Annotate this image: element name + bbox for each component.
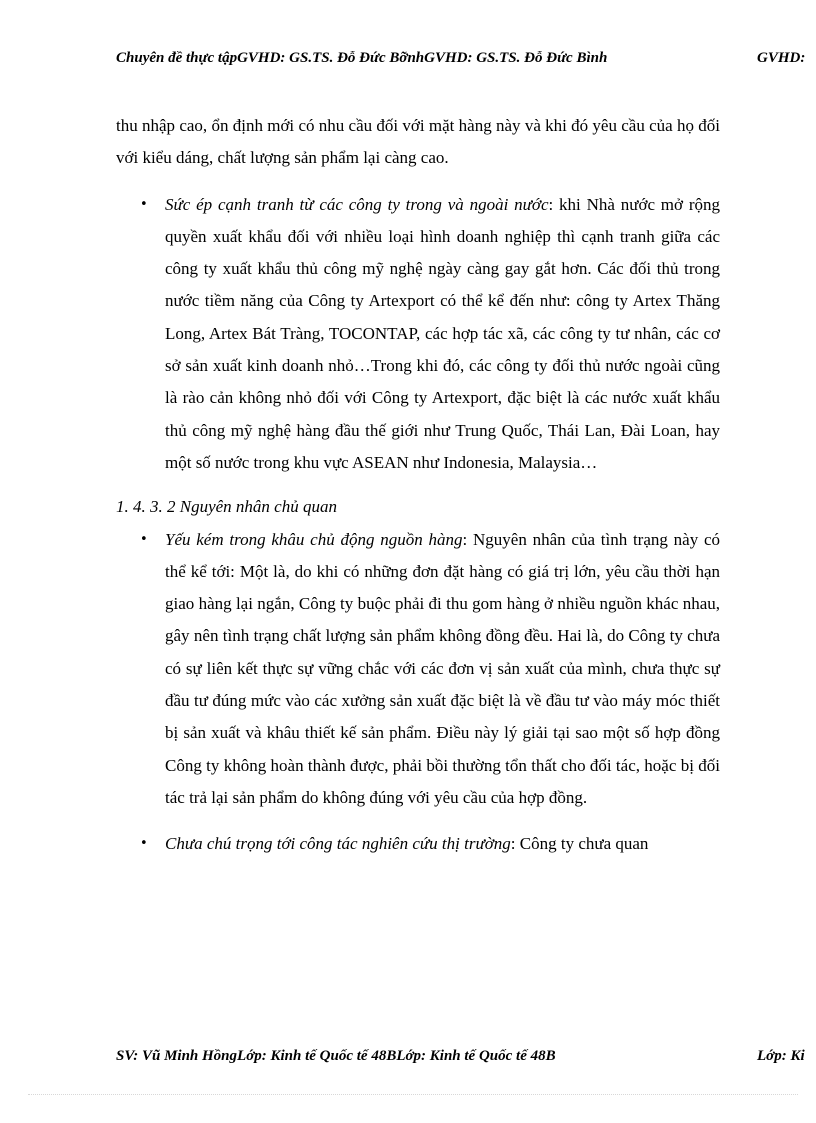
document-body (116, 110, 720, 861)
page-footer (116, 1048, 816, 1065)
bullet-competition-text: : khi Nhà nước mở rộng quyền xuất khẩu đối với nhiều loại hình doanh nghiệp thì cạnh tranh giữa các công ty xuất khẩu thủ công mỹ nghệ ngày càng gay gắt hơn. Các đối thủ trong nước tiềm năng của Công ty Artexport có thể kể đến như: công ty Artex Thăng Long, Artex Bát Tràng, TOCONTAP, các hợp tác xã, các công ty tư nhân, các cơ sở sản xuất kinh doanh nhỏ…Trong khi đó, các công ty đối thủ nước ngoài cũng là rào cản không nhỏ đối với Công ty Artexport, đặc biệt là các nước xuất khẩu thủ công mỹ nghệ hàng đầu thế giới như Trung Quốc, Thái Lan, Đài Loan, hay một số nước trong khu vực ASEAN như Indonesia, Malaysia… (165, 194, 720, 472)
page-header (116, 50, 816, 67)
bullet-sourcing-text: : Nguyên nhân của tình trạng này có thể kể tới: Một là, do khi có những đơn đặt hàng có giá trị lớn, yêu cầu thời hạn giao hàng lại ngắn, Công ty buộc phải đi thu gom hàng ở nhiều nguồn khác nhau, gây nên tình trạng chất lượng sản phẩm không đồng đều. Hai là, do Công ty chưa có sự liên kết thực sự vững chắc với các đơn vị sản xuất của mình, chưa thực sự đầu tư đúng mức vào các xưởng sản xuất đặc biệt là về đầu tư vào máy móc thiết bị sản xuất và khâu thiết kế sản phẩm. Điều này lý giải tại sao một số hợp đồng Công ty không hoàn thành được, phải bồi thường tổn thất cho đối tác, hoặc bị đối tác trả lại sản phẩm do không đúng với yêu cầu của hợp đồng. (165, 529, 721, 807)
header-right-text: GVHD: (757, 50, 806, 66)
bullet-list-internal (116, 524, 720, 861)
bullet-sourcing (116, 524, 720, 815)
bullet-sourcing-lead: Yếu kém trong khâu chủ động nguồn hàng (165, 529, 463, 549)
section-heading: 1. 4. 3. 2 Nguyên nhân chủ quan (116, 497, 337, 517)
footer-left-text: SV: Vũ Minh HồngLớp: Kinh tế Quốc tế 48BLớp: Kinh tế Quốc tế 48B (116, 1048, 556, 1064)
bullet-market-research (116, 828, 720, 860)
bullet-list-external (116, 189, 720, 480)
footer-right-text: Lớp: Ki (757, 1048, 805, 1064)
intro-paragraph: thu nhập cao, ổn định mới có nhu cầu đối với mặt hàng này và khi đó yêu cầu của họ đối với kiểu dáng, chất lượng sản phẩm lại càng cao. (116, 116, 720, 168)
bullet-market-research-lead: Chưa chú trọng tới công tác nghiên cứu thị trường (165, 834, 511, 854)
bullet-competition-lead: Sức ép cạnh tranh từ các công ty trong và ngoài nước (165, 194, 549, 214)
bullet-market-research-text: : Công ty chưa quan (510, 834, 649, 854)
header-left-text: Chuyên đề thực tậpGVHD: GS.TS. Đỗ Đức BỡnhGVHD: GS.TS. Đỗ Đức Bình (116, 50, 608, 66)
bullet-competition (116, 189, 720, 480)
page-bottom-dotted-line (28, 1094, 798, 1095)
